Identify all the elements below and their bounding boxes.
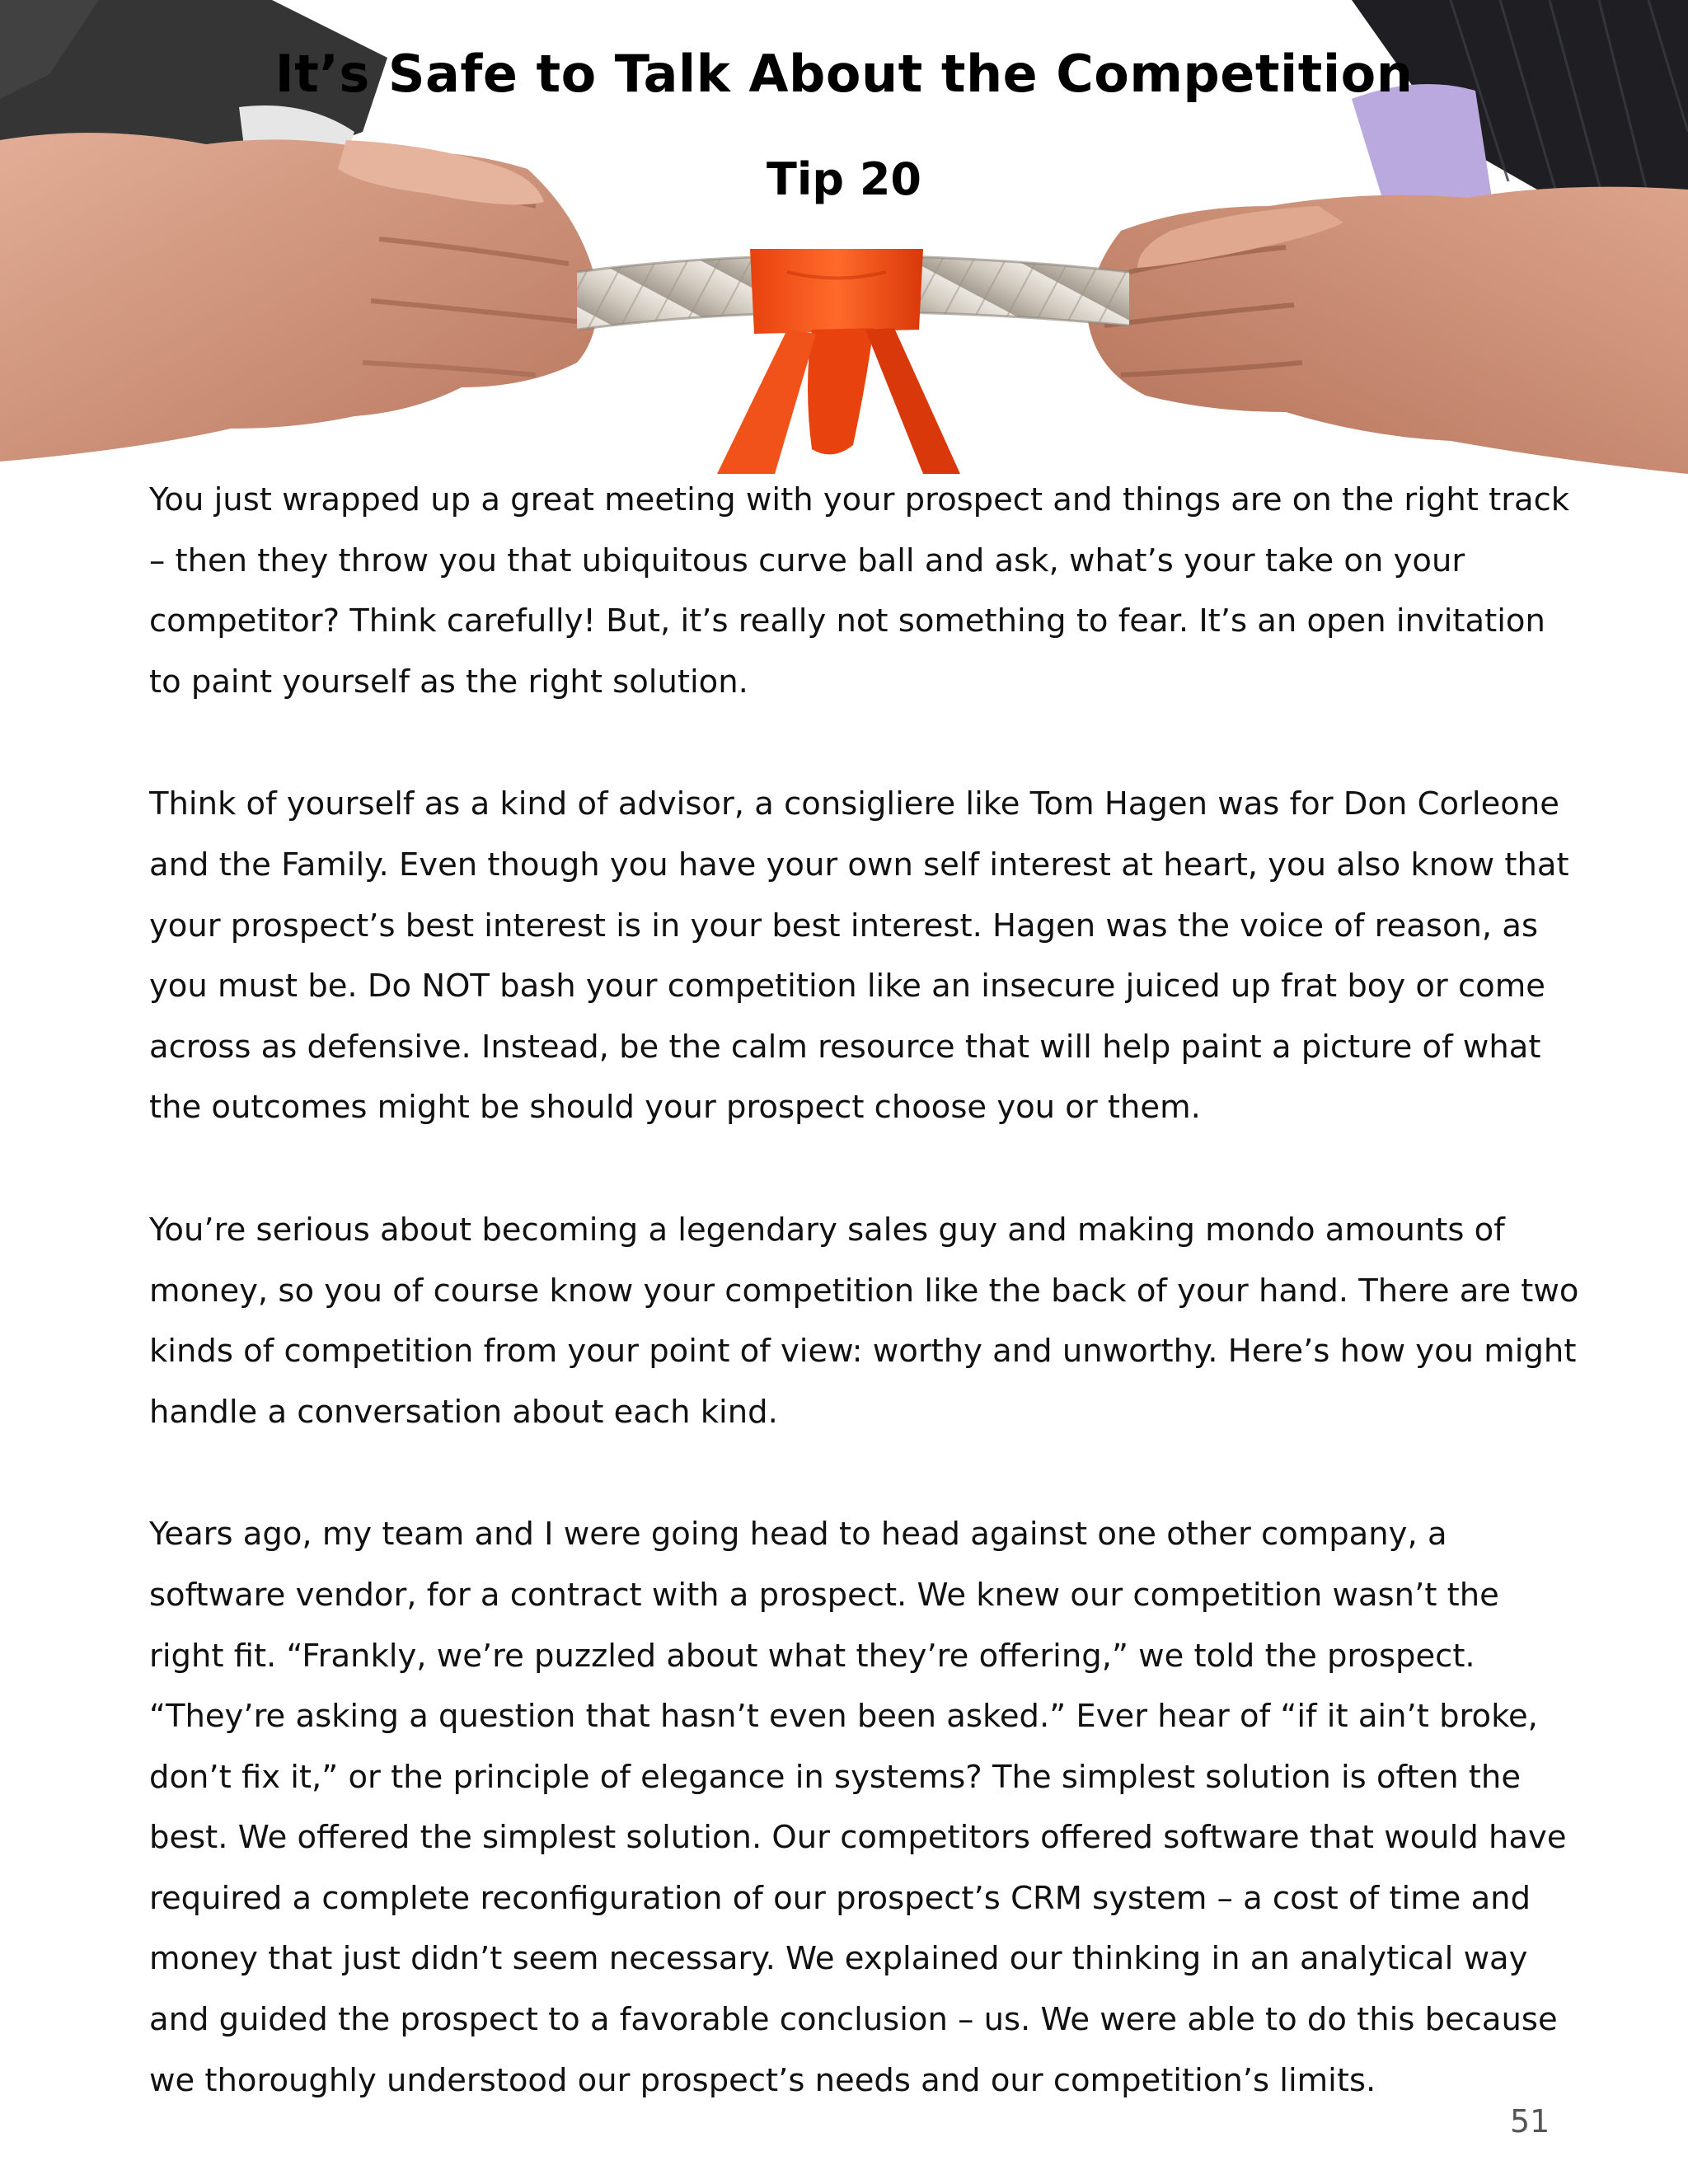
article-body xyxy=(149,470,1583,2172)
paragraph-4: Years ago, my team and I were going head to head against one other company, a software vendor, for a contract with a prospect. We knew our competition wasn’t the right fit. “Frankly, we’re puzzled about what they’re offering,” we told the prospect. “They’re asking a question that hasn’t even been asked.” Ever hear of “if it ain’t broke, don’t fix it,” or the principle of elegance in systems? The simplest solution is often the best. We offered the simplest solution. Our competitors offered software that would have required a complete reconfiguration of our prospect’s CRM system – a cost of time and money that just didn’t seem necessary. We explained our thinking in an analytical way and guided the prospect to a favorable conclusion – us. We were able to do this because we thoroughly understood our prospect’s needs and our competition’s limits. xyxy=(149,1516,1567,2099)
page-number: 51 xyxy=(1510,2103,1550,2139)
tip-number: Tip 20 xyxy=(767,153,921,205)
hero-banner xyxy=(0,0,1688,474)
paragraph-1: You just wrapped up a great meeting with your prospect and things are on the right track – then they throw you that ubiquitous curve ball and ask, what’s your take on your competitor? Think carefully! But, it’s really not something to fear. It’s an open invitation to paint yourself as the right solution. xyxy=(149,481,1570,701)
paragraph-3: You’re serious about becoming a legendary sales guy and making mondo amounts of money, so you of course know your competition like the back of your hand. There are two kinds of competition from your point of view: worthy and unworthy. Here’s how you might handle a conversation about each kind. xyxy=(149,1211,1579,1431)
page-title: It’s Safe to Talk About the Competition xyxy=(274,44,1414,104)
paragraph-2: Think of yourself as a kind of advisor, a consigliere like Tom Hagen was for Don Corleone and the Family. Even though you have your own self interest at heart, you also know that your prospect’s best interest is in your best interest. Hagen was the voice of reason, as you must be. Do NOT bash your competition like an insecure juiced up frat boy or come across as defensive. Instead, be the calm resource that will help paint a picture of what the outcomes might be should your prospect choose you or them. xyxy=(149,785,1569,1127)
